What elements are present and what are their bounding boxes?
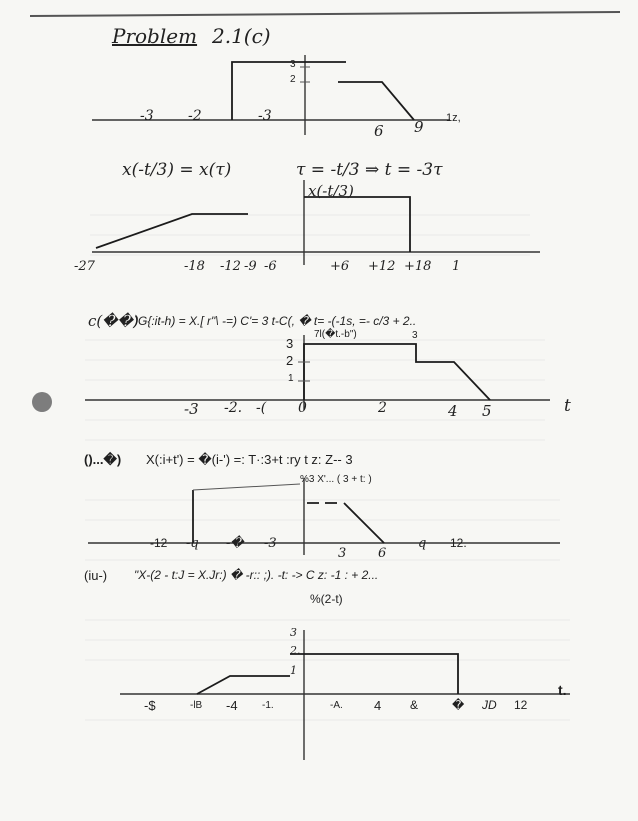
- section-c-tick-y-2: 2: [286, 353, 294, 368]
- plot2-tick-9: 1: [452, 259, 461, 274]
- section-c-equation: )G{:it-h) = X.[ r"\ -=) C'= 3 t-C(, � t= -(-1s, =- c/3 + 2..: [134, 314, 417, 328]
- plot1-tick-y-3: 3: [290, 59, 296, 70]
- plot2-tick-1: -27: [74, 259, 95, 274]
- section-e-tick-x-3: -4: [226, 698, 238, 713]
- section-d-tick-4: -3: [264, 536, 277, 551]
- section-c-tick-x-5: 2: [378, 400, 387, 416]
- plot2-tick-8: +18: [404, 259, 432, 274]
- section-c-graph: [85, 335, 550, 410]
- plot1-tick-pos-9: 9: [414, 118, 424, 136]
- section-c-signal-label: 7l(�t.-b"): [314, 329, 357, 340]
- plot2-tick-7: +12: [368, 259, 396, 274]
- section-e-label: (iu-): [84, 568, 108, 583]
- section-e-equation: "X-(2 - t:J = X.Jr:) � -r:: ;). -t: -> C z: -1 : + 2...: [134, 568, 379, 582]
- section-c-grid: [85, 340, 545, 440]
- eq1-right: τ = -t/3 ⇒ t = -3τ: [296, 160, 443, 180]
- scan-hole: [32, 392, 52, 412]
- section-e-tick-x-6: 4: [374, 698, 382, 713]
- section-c-tick-x-6: 4: [448, 402, 458, 420]
- eq1-left: x(-t/3) = x(τ): [122, 160, 232, 180]
- problem-label: Problem: [112, 24, 198, 48]
- problem-number: 2.1(c): [212, 24, 271, 48]
- section-e-tick-x-5: -A.: [330, 700, 343, 711]
- section-e-tick-x-8: �: [452, 698, 465, 712]
- plot1-tick-neg-3: -3: [258, 108, 272, 124]
- section-c-tick-x-7: 5: [482, 402, 492, 420]
- plot2-tick-6: +6: [330, 259, 350, 274]
- section-e-tick-y-2: 2.: [290, 644, 301, 657]
- section-c-tick-x-2: -2.: [224, 400, 243, 416]
- section-e-tick-y-1: 1: [290, 664, 297, 677]
- plot2-tick-4: -9: [244, 259, 257, 274]
- section-d-label: ()...�): [84, 452, 122, 467]
- section-e-tick-x-9: JD: [482, 698, 497, 712]
- section-d-equation: X(:i+t') = �(i-') =: T·:3+t :ry t z: Z-- 3: [146, 452, 353, 467]
- section-c-tick-x-1: -3: [184, 400, 199, 418]
- section-e-axis-label: t.: [558, 682, 567, 698]
- section-e-tick-x-7: &: [410, 698, 419, 712]
- plot1-tick-y-2: 2: [290, 74, 296, 85]
- section-c-tick-y-3: 3: [286, 336, 294, 351]
- section-e-tick-x-4: -1.: [262, 700, 274, 711]
- section-e-tick-y-3: 3: [290, 626, 297, 639]
- section-d-tick-8: 12.: [450, 536, 467, 550]
- section-e-tick-x-1: -$: [144, 698, 156, 713]
- section-d-tick-2: -q: [186, 536, 199, 551]
- section-c-tick-x-3: -(: [256, 400, 267, 416]
- plot2-tick-5: -6: [264, 259, 277, 274]
- section-e-graph: [120, 630, 570, 760]
- section-c-axis-label: t: [564, 396, 571, 416]
- section-e-grid: [85, 620, 570, 720]
- plot2-grid: [90, 215, 530, 255]
- section-d-tick-3: -�: [226, 536, 244, 551]
- section-d-grid: [85, 500, 560, 560]
- section-e-signal-label: %(2-t): [310, 592, 343, 606]
- plot1-tick-neg-1: -3: [140, 108, 154, 124]
- section-c-tick-y-1: 1: [288, 373, 294, 384]
- section-c-tick-x-4: 0: [298, 400, 307, 416]
- section-d-tick-6: 6: [378, 546, 387, 561]
- section-d-tick-1: -12: [150, 536, 168, 550]
- plot2-tick-3: -12: [220, 259, 241, 274]
- plot1-tick-neg-2: -2: [188, 108, 202, 124]
- eq1-signal-label: x(-t/3): [308, 182, 354, 200]
- section-d-tick-7: q: [418, 536, 427, 551]
- plot2-tick-2: -18: [184, 259, 205, 274]
- section-d-signal-label: %3 X'... ( 3 + t: ): [300, 474, 372, 485]
- section-c-label: c(��): [88, 312, 139, 330]
- plot1-extra: 1z,: [446, 112, 461, 124]
- section-e-tick-x-10: 12: [514, 698, 528, 712]
- section-c-sub: 3: [412, 330, 418, 341]
- plot1-tick-pos-6: 6: [374, 122, 384, 140]
- section-d-tick-5: 3: [338, 546, 347, 561]
- section-e-tick-x-2: -lB: [190, 700, 203, 711]
